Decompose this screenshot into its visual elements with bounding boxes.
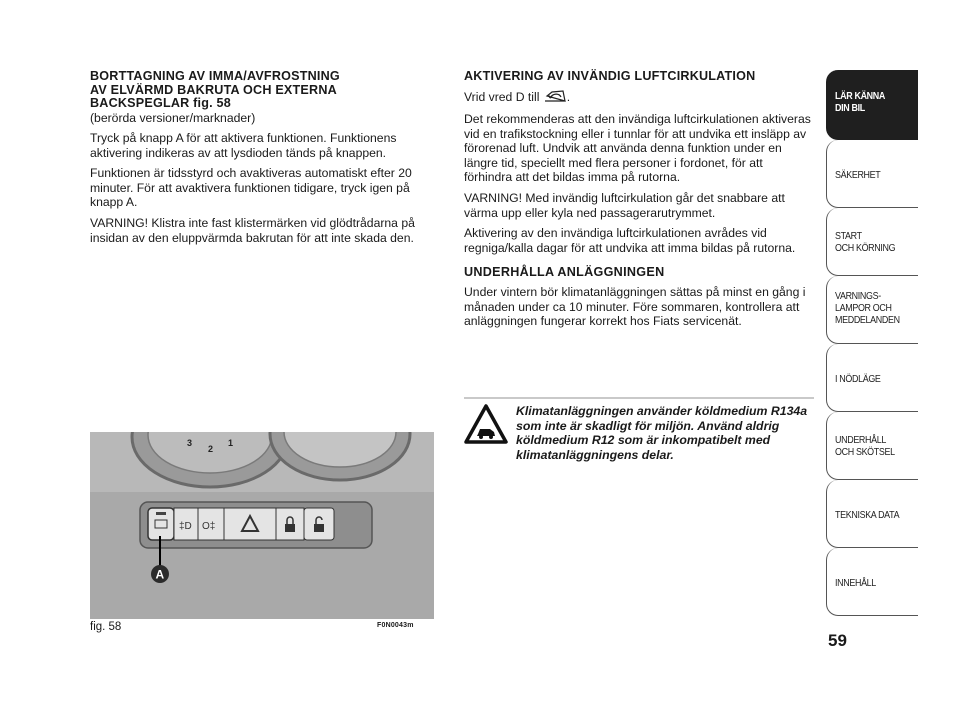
dial-number: 3 [187, 438, 193, 448]
section-heading-maintenance: UNDERHÅLLA ANLÄGGNINGEN [464, 265, 665, 280]
callout-label: A [155, 567, 165, 582]
section-heading-recirculation: AKTIVERING AV INVÄNDIG LUFTCIRKULATION [464, 69, 756, 83]
hazard-button[interactable] [224, 508, 276, 540]
dial-number: 2 [208, 444, 214, 454]
svg-text:‡D: ‡D [179, 521, 192, 532]
svg-text:O‡: O‡ [202, 521, 216, 532]
tab-tekniska-data[interactable]: TEKNISKA DATA [826, 480, 918, 548]
paragraph: Det rekommenderas att den invändiga luftcirkulationen aktiveras vid en trafikstockning eller i tunnlar för att undvika ett insläpp av förorenad luft. Undvik att använda denna funktion under en längre tid, speciellt med flera personer i fordonet, för att förhindra att det bildas imma på rutorna. [464, 112, 811, 185]
recirculation-icon [543, 89, 567, 107]
environment-warning-icon [464, 404, 508, 449]
paragraph: VARNING! Med invändig luftcirkulation går det snabbare att värma upp eller kyla ned passagerarutrymmet. [464, 191, 785, 220]
instruction: Vrid vred D till . [464, 89, 814, 107]
figure-caption: fig. 58 [90, 621, 122, 633]
paragraph: Under vintern bör klimatanläggningen sättas på minst en gång i månaden under ca 10 minuter. Före sommaren, kontrollera att anläggningen fungerar korrekt hos Fiats servicenät. [464, 285, 806, 329]
dial-number: 1 [228, 438, 234, 448]
tab-sakerhet[interactable]: SÄKERHET [826, 140, 918, 208]
rear-window-defrost-button[interactable] [148, 508, 174, 540]
tab-innehall[interactable]: INNEHÅLL [826, 548, 918, 616]
rear-fog-light-button[interactable] [198, 508, 224, 540]
tab-start-och-korning[interactable]: START OCH KÖRNING [826, 208, 918, 276]
tab-varningslampor[interactable]: VARNINGS- LAMPOR OCH MEDDELANDEN [826, 276, 918, 344]
figure-dashboard-buttons [90, 432, 434, 619]
figure-code: F0N0043m [377, 622, 414, 629]
fog-light-button[interactable] [174, 508, 198, 540]
tab-lar-kanna-din-bil[interactable]: LÄR KÄNNA DIN BIL [826, 70, 918, 140]
paragraph: VARNING! Klistra inte fast klistermärken vid glödtrådarna på insidan av den eluppvärmda bakrutan för att inte skada den. [90, 216, 415, 245]
page-number: 59 [828, 631, 847, 650]
unlock-button[interactable] [304, 508, 334, 540]
paragraph: Aktivering av den invändiga luftcirkulationen avrådes vid regniga/kalla dagar för att undvika att imma bildas på rutorna. [464, 226, 796, 255]
paragraph: Tryck på knapp A för att aktivera funktionen. Funktionens aktivering indikeras av att lysdioden tänds på knappen. [90, 131, 397, 160]
warning-box [464, 404, 814, 462]
section-heading-defrost: BORTTAGNING AV IMMA/AVFROSTNING AV ELVÄRMD BAKRUTA OCH EXTERNA BACKSPEGLAR fig. 58 [90, 69, 340, 110]
tab-underhall-och-skotsel[interactable]: UNDERHÅLL OCH SKÖTSEL [826, 412, 918, 480]
lock-button[interactable] [276, 508, 304, 540]
left-column [90, 70, 445, 251]
versions-note: (berörda versioner/marknader) [90, 110, 256, 125]
tab-i-nodlage[interactable]: I NÖDLÄGE [826, 344, 918, 412]
paragraph: Funktionen är tidsstyrd och avaktiveras automatiskt efter 20 minuter. För att avaktivera funktionen tidigare, tryck igen på knapp A. [90, 166, 412, 210]
right-column [464, 70, 814, 335]
warning-text: Klimatanläggningen använder köldmedium R134a som inte är skadligt för miljön. Använd aldrig köldmedium R12 som är inkompatibelt med klimatanläggningens delar. [516, 404, 808, 462]
warning-separator [464, 397, 814, 399]
